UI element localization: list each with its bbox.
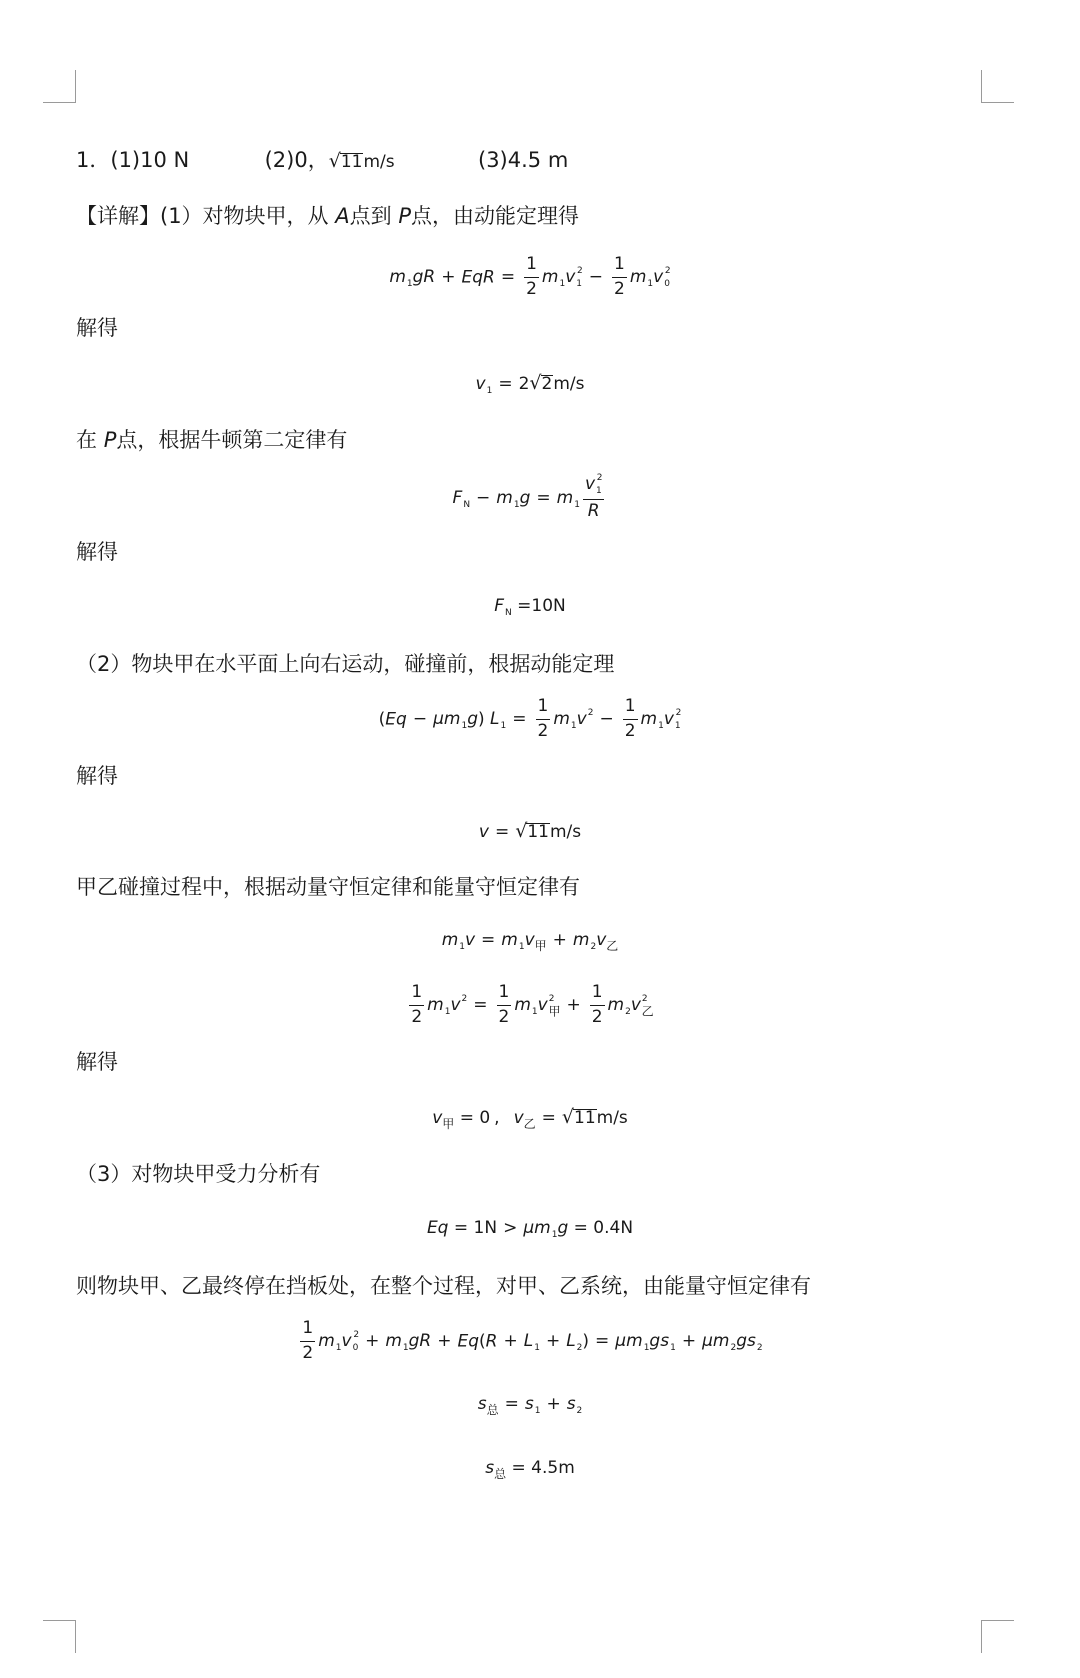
v1-coefficient: 2 xyxy=(518,374,530,394)
corner-mark-top-right xyxy=(981,70,1014,103)
answer-part2: (2)0， xyxy=(264,148,329,172)
equation-force-compare: $Eq = 1N > \mu m_1g = 0.4N$ xyxy=(426,1218,634,1240)
vyi-unit: m/s xyxy=(596,1108,628,1128)
solve-label-2: 解得 xyxy=(76,540,118,564)
detail-mid: 点到 xyxy=(349,204,392,228)
v-unit: m/s xyxy=(549,822,582,842)
newton-point-p: P xyxy=(103,428,117,452)
corner-mark-bottom-left xyxy=(43,1620,76,1653)
final-stop-text: 则物块甲、乙最终停在挡板处，在整个过程，对甲、乙系统，由能量守恒定律有 xyxy=(76,1274,811,1298)
answer-part2-radicand: 11 xyxy=(340,152,363,172)
equation-energy-ap: $m_1gR$ + EqR = $\frac{1}{2}$ $m_1v_1^2$ − $\frac{1}{2}$ $m_1v_0^2$ xyxy=(389,254,671,299)
collision-intro: 甲乙碰撞过程中，根据动量守恒定律和能量守恒定律有 xyxy=(76,875,580,899)
solve-label-4: 解得 xyxy=(76,1050,118,1074)
newton-intro xyxy=(76,430,347,451)
equation-s-total-result: $s_总 = 4.5m$ xyxy=(485,1458,575,1481)
equation-velocities-after: $v_甲 = 0$ , $v_乙 = √11m/s$ xyxy=(432,1106,628,1131)
answer-part2-unit: m/s xyxy=(363,152,395,172)
newton-tail: 点，根据牛顿第二定律有 xyxy=(116,428,348,452)
vjia-result: = 0 xyxy=(459,1108,491,1128)
point-a: A xyxy=(335,204,350,228)
equation-work-energy: $(Eq - \mu m_1g)$ $L_1$ = $\frac{1}{2}$ $m_1v^2$ − $\frac{1}{2}$ $m_1v_1^2$ xyxy=(378,696,682,741)
equation-newton: $F_N - m_1g = m_1$ $\frac{v_1^2}{R}$ xyxy=(452,473,603,522)
detail-header-text: 【详解】(1）对物块甲，从 xyxy=(76,204,329,228)
answer-part1: (1)10 N xyxy=(110,148,190,172)
equation-system-energy: $\frac{1}{2}$ $m_1v_0^2 + m_1gR + Eq(R + L_1 + L_2) = \mu m_1gs_1 + \mu m_2gs_2$ xyxy=(302,1318,763,1363)
equation-v: v = √11m/s xyxy=(478,820,582,842)
answer-line: 1．(1)10 N (2)0，√11m/s (3)4.5 m xyxy=(76,148,569,172)
part2-intro: （2）物块甲在水平面上向右运动，碰撞前，根据动能定理 xyxy=(76,652,615,676)
solve-label-3: 解得 xyxy=(76,764,118,788)
equation-fn-result: $F_N =10N$ xyxy=(494,596,566,618)
point-p: P xyxy=(398,204,411,228)
answer-part3: (3)4.5 m xyxy=(478,148,569,172)
s-total-result: = 4.5m xyxy=(511,1458,575,1478)
eq-friction: = 0.4N xyxy=(573,1218,634,1238)
v-radicand: 11 xyxy=(527,822,549,842)
fn-result: =10N xyxy=(517,596,566,616)
v1-radicand: 2 xyxy=(541,374,553,394)
solve-label-1: 解得 xyxy=(76,316,118,340)
equation-momentum: $m_1v = m_1v_甲 + m_2v_乙$ xyxy=(441,930,619,953)
detail-tail: 点，由动能定理得 xyxy=(410,204,579,228)
equation-s-total-sum: $s_总 = s_1 + s_2$ xyxy=(477,1394,583,1417)
part3-intro: （3）对物块甲受力分析有 xyxy=(76,1162,321,1186)
v1-unit: m/s xyxy=(553,374,585,394)
equation-energy-conservation: $\frac{1}{2}$ $m_1v^2$ = $\frac{1}{2}$ $m_1v^2_甲$ + $\frac{1}{2}$ $m_2v^2_乙$ xyxy=(411,982,654,1027)
corner-mark-bottom-right xyxy=(981,1620,1014,1653)
corner-mark-top-left xyxy=(43,70,76,103)
vyi-radicand: 11 xyxy=(574,1108,596,1128)
answer-index: 1． xyxy=(76,148,111,172)
detail-header xyxy=(76,206,579,227)
eq-force: = 1N xyxy=(453,1218,498,1238)
equation-v1: $v_1 = 2√2m/s$ xyxy=(475,372,585,396)
newton-prefix: 在 xyxy=(76,428,97,452)
